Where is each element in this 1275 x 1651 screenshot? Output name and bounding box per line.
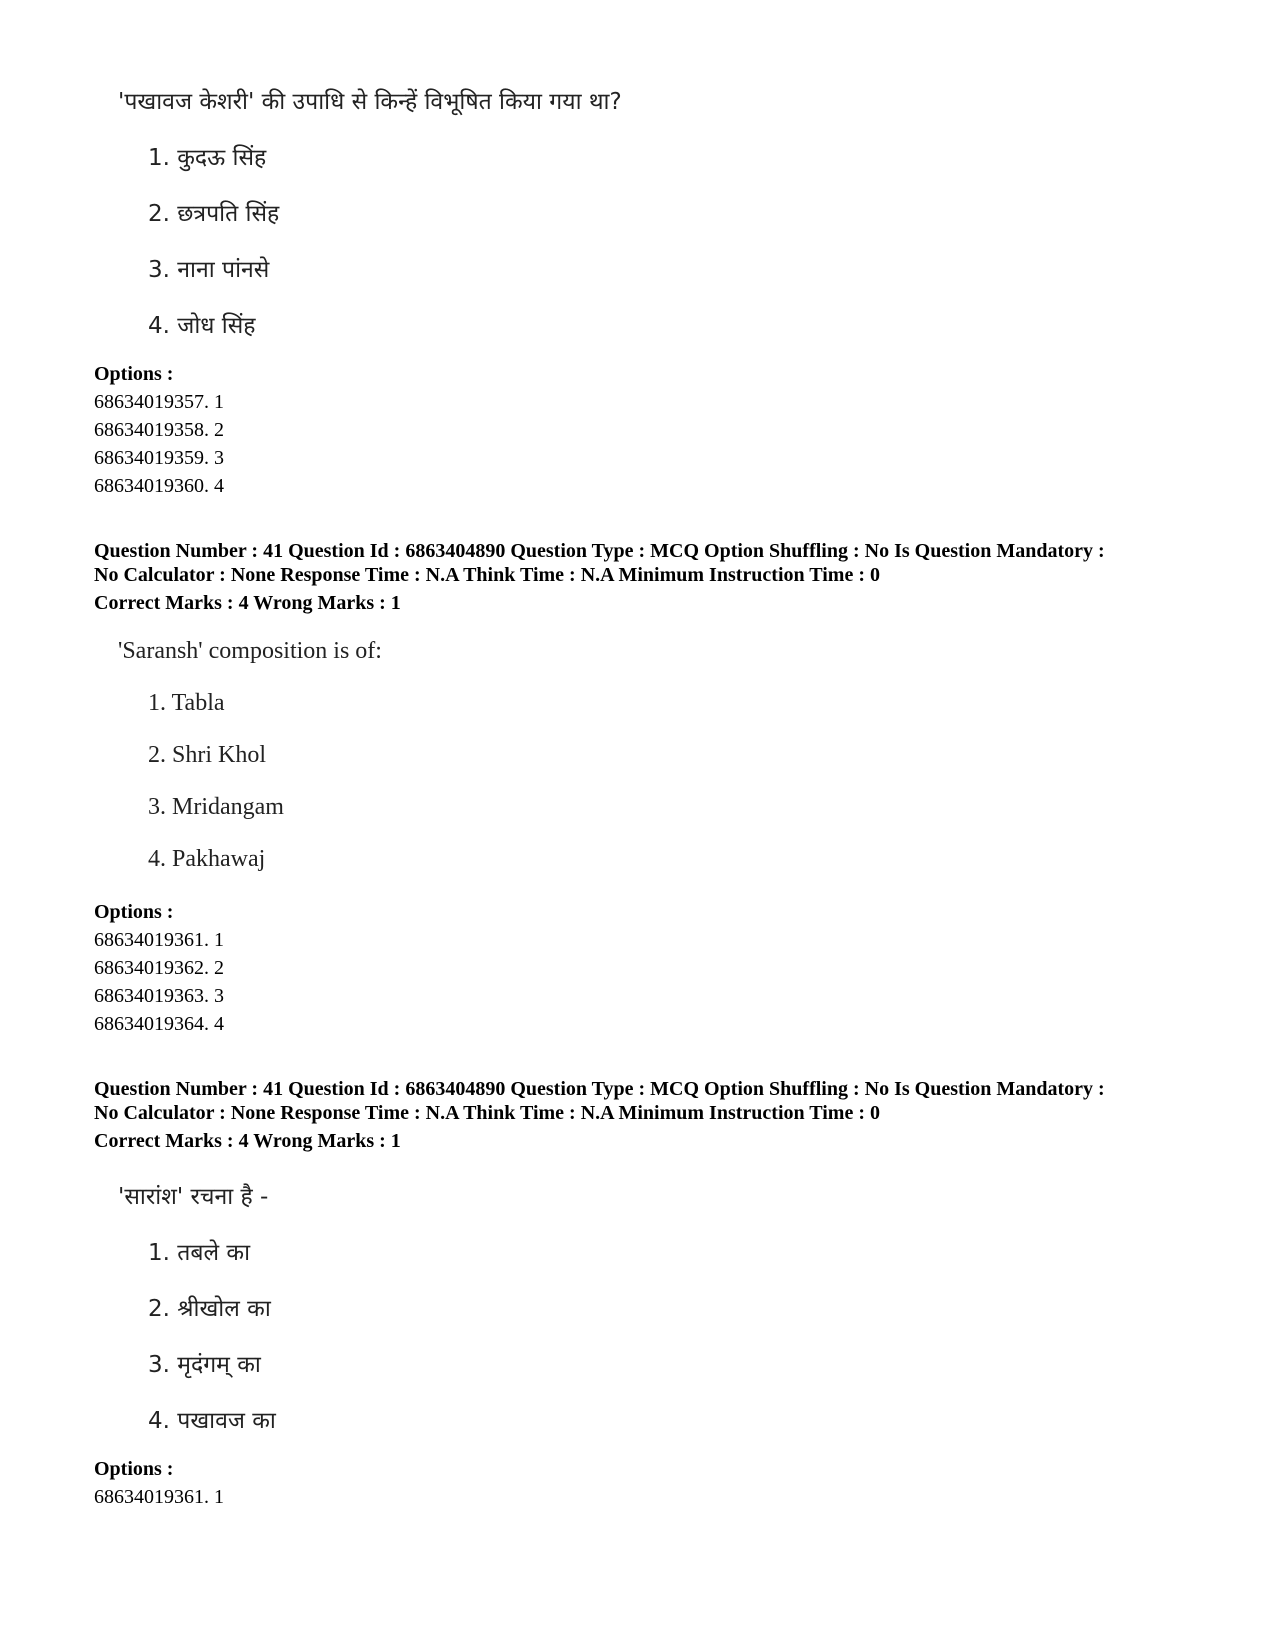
option-id-line: 68634019360. 4	[94, 475, 224, 497]
option-id-line: 68634019359. 3	[94, 447, 224, 469]
choice-item: 2. श्रीखोल का	[148, 1296, 271, 1322]
options-label: Options :	[94, 901, 174, 923]
option-id-line: 68634019358. 2	[94, 419, 224, 441]
question-text-hindi-2: 'सारांश' रचना है -	[118, 1184, 269, 1210]
question-marks-line: Correct Marks : 4 Wrong Marks : 1	[94, 592, 401, 614]
choice-item: 2. छत्रपति सिंह	[148, 201, 280, 227]
options-label: Options :	[94, 1458, 174, 1480]
choice-item: 3. Mridangam	[148, 794, 284, 820]
options-label: Options :	[94, 363, 174, 385]
question-meta-line-1: Question Number : 41 Question Id : 6863404890 Question Type : MCQ Option Shuffling : No Is Question Mandatory :	[94, 540, 1105, 562]
option-id-line: 68634019364. 4	[94, 1013, 224, 1035]
question-meta-line-2: No Calculator : None Response Time : N.A Think Time : N.A Minimum Instruction Time : 0	[94, 1102, 880, 1124]
choice-item: 4. Pakhawaj	[148, 846, 266, 872]
question-meta-line-2: No Calculator : None Response Time : N.A Think Time : N.A Minimum Instruction Time : 0	[94, 564, 880, 586]
question-marks-line: Correct Marks : 4 Wrong Marks : 1	[94, 1130, 401, 1152]
choice-item: 3. नाना पांनसे	[148, 257, 270, 283]
question-text-english: 'Saransh' composition is of:	[118, 638, 382, 664]
option-id-line: 68634019363. 3	[94, 985, 224, 1007]
option-id-line: 68634019357. 1	[94, 391, 224, 413]
choice-item: 1. Tabla	[148, 690, 225, 716]
question-text-hindi-1: 'पखावज केशरी' की उपाधि से किन्हें विभूषित किया गया था?	[118, 89, 622, 115]
option-id-line: 68634019361. 1	[94, 1486, 224, 1508]
choice-item: 4. जोध सिंह	[148, 313, 256, 339]
choice-item: 4. पखावज का	[148, 1408, 276, 1434]
choice-item: 1. तबले का	[148, 1240, 251, 1266]
choice-item: 3. मृदंगम् का	[148, 1352, 261, 1378]
choice-item: 2. Shri Khol	[148, 742, 267, 768]
option-id-line: 68634019361. 1	[94, 929, 224, 951]
option-id-line: 68634019362. 2	[94, 957, 224, 979]
choice-item: 1. कुदऊ सिंह	[148, 145, 267, 171]
question-meta-line-1: Question Number : 41 Question Id : 6863404890 Question Type : MCQ Option Shuffling : No Is Question Mandatory :	[94, 1078, 1105, 1100]
